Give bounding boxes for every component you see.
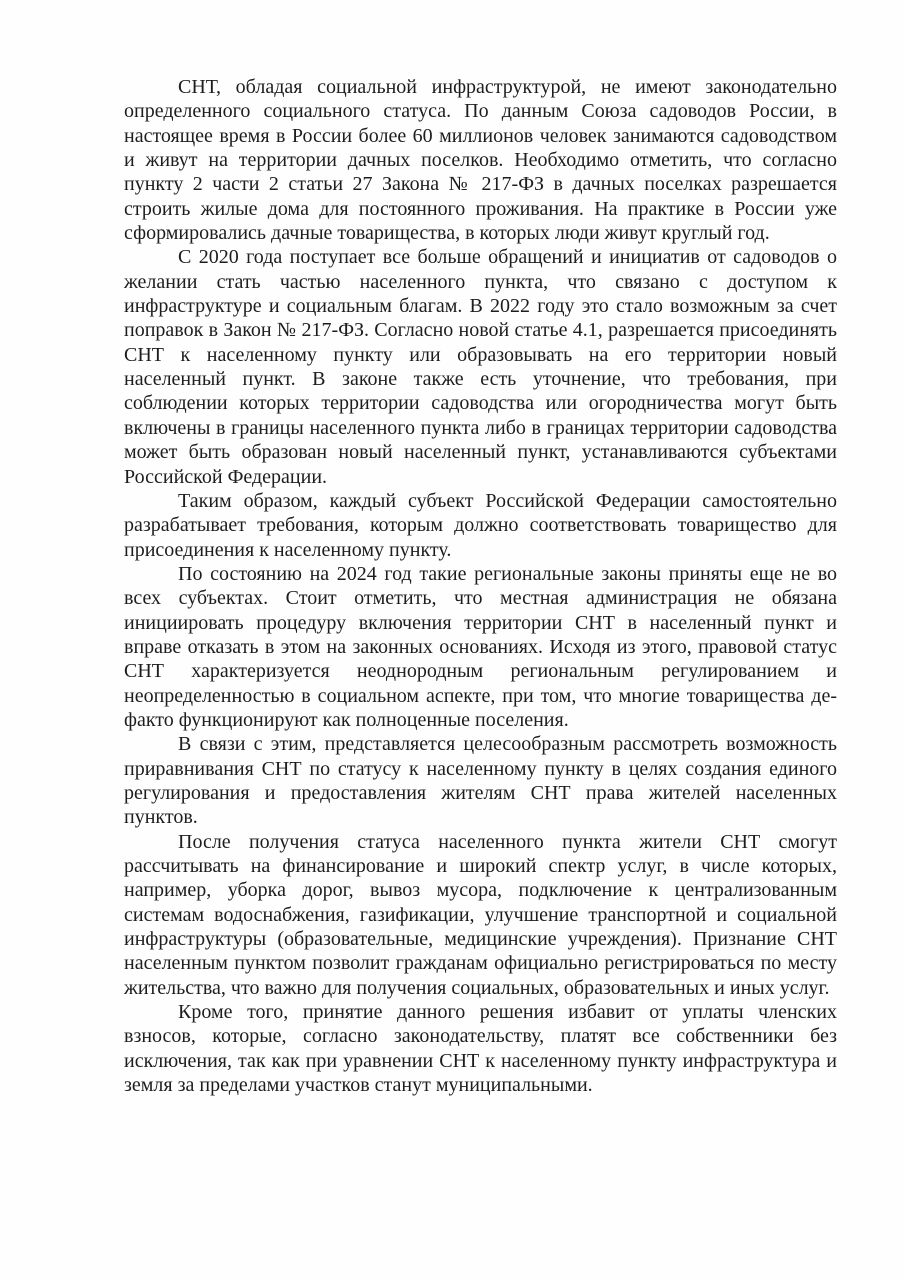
paragraph-membership-fees: Кроме того, принятие данного решения избавит от уплаты членских взносов, которые, согласно законодательству, платят все собственники без исключения, так как при уравнении СНТ к населенному пункту инфраструктура и земля за пределами участков станут муниципальными. xyxy=(124,1001,837,1097)
paragraph-regional-laws-2024: По состоянию на 2024 год такие региональные законы приняты еще не во всех субъектах. Стоит отметить, что местная администрация не обязана инициировать процедуру включения территории СНТ в населенный пункт и вправе отказать в этом на законных основаниях. Исходя из этого, правовой статус СНТ характеризуется неоднородным региональным регулированием и неопределенностью в социальном аспекте, при том, что многие товарищества де-факто функционируют как полноценные поселения. xyxy=(124,562,837,731)
paragraph-appeals-2020: С 2020 года поступает все больше обращений и инициатив от садоводов о желании стать частью населенного пункта, что связано с доступом к инфраструктуре и социальным благам. В 2022 году это стало возможным за счет поправок в Закон № 217-ФЗ. Согласно новой статье 4.1, разрешается присоединять СНТ к населенному пункту или образовывать на его территории новый населенный пункт. В законе также есть уточнение, что требования, при соблюдении которых территории садоводства или огородничества могут быть включены в границы населенного пункта либо в границах территории садоводства может быть образован новый населенный пункт, устанавливаются субъектами Российской Федерации. xyxy=(124,246,837,488)
paragraph-snt-status: СНТ, обладая социальной инфраструктурой, не имеют законодательно определенного социального статуса. По данным Союза садоводов России, в настоящее время в России более 60 миллионов человек занимаются садоводством и живут на территории дачных поселков. Необходимо отметить, что согласно пункту 2 части 2 статьи 27 Закона № 217-ФЗ в дачных поселках разрешается строить жилые дома для постоянного проживания. На практике в России уже сформировались дачные товарищества, в которых люди живут круглый год. xyxy=(124,76,837,245)
paragraph-benefits: После получения статуса населенного пункта жители СНТ смогут рассчитывать на финансирование и широкий спектр услуг, в числе которых, например, уборка дорог, вывоз мусора, подключение к централизованным системам водоснабжения, газификации, улучшение транспортной и социальной инфраструктуры (образовательные, медицинские учреждения). Признание СНТ населенным пунктом позволит гражданам официально регистрироваться по месту жительства, что важно для получения социальных, образовательных и иных услуг. xyxy=(124,830,837,999)
paragraph-proposal: В связи с этим, представляется целесообразным рассмотреть возможность приравнивания СНТ по статусу к населенному пункту в целях создания единого регулирования и предоставления жителям СНТ права жителей населенных пунктов. xyxy=(124,733,837,829)
document-body xyxy=(124,75,837,1097)
paragraph-regional-requirements: Таким образом, каждый субъект Российской Федерации самостоятельно разрабатывает требования, которым должно соответствовать товарищество для присоединения к населенному пункту. xyxy=(124,489,837,561)
